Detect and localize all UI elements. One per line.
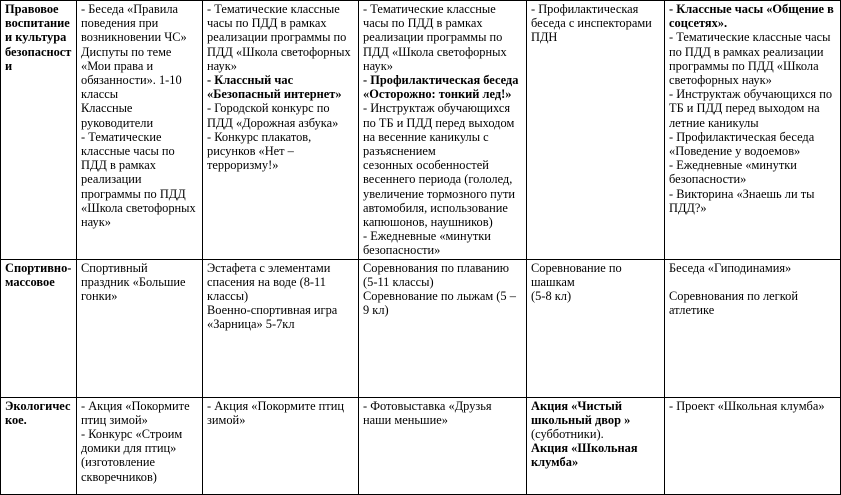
cell-line: - Городской конкурс по ПДД «Дорожная азбука» xyxy=(207,101,339,130)
cell-line: Диспуты по теме «Мои права и обязанности». 1-10 классы xyxy=(81,44,182,102)
cell-line: - Конкурс «Строим домики для птиц» (изготовление скворечников) xyxy=(81,427,183,484)
cell-line: - Фотовыставка «Друзья наши меньшие» xyxy=(363,398,492,427)
cell-line: - Акция «Покормите птиц зимой» xyxy=(207,398,344,427)
cell-line: сезонных особенностей весеннего периода (гололед, увеличение тормозного пути автомобиля, использование капюшонов, наушников) xyxy=(363,158,516,230)
row-heading: Правовое воспитание и культура безопасности xyxy=(5,2,72,73)
month-cell xyxy=(359,397,527,494)
cell-line: - Ежедневные «минутки безопасности» xyxy=(669,158,797,187)
cell-line: Военно-спортивная игра «Зарница» 5-7кл xyxy=(207,303,338,332)
cell-line: Беседа «Гиподинамия» xyxy=(669,260,792,275)
row-heading: Экологическое. xyxy=(5,398,71,427)
month-cell xyxy=(665,259,841,397)
cell-line: (5-8 кл) xyxy=(531,289,572,304)
cell-line: Соревнования по плаванию (5-11 классы) xyxy=(363,260,510,289)
cell-line: - Тематические классные часы по ПДД в рамках реализации программы по ПДД «Школа светофорных наук» xyxy=(81,129,196,230)
cell-line: - Классный час «Безопасный интернет» xyxy=(207,73,342,102)
cell-line: (субботники). xyxy=(531,427,604,442)
cell-line: - Конкурс плакатов, рисунков «Нет – терроризму!» xyxy=(207,129,312,173)
cell-line: - Профилактическая беседа «Осторожно: тонкий лед!» xyxy=(363,73,519,102)
cell-line: - Викторина «Знаешь ли ты ПДД?» xyxy=(669,186,815,215)
cell-line: - Тематические классные часы по ПДД в рамках реализации программы по ПДД «Школа светофорных наук» xyxy=(669,30,831,88)
month-cell xyxy=(527,1,665,260)
month-cell xyxy=(527,259,665,397)
month-cell xyxy=(665,397,841,494)
cell-line: - Ежедневные «минутки безопасности» xyxy=(363,229,491,258)
cell-line: Акция «Школьная клумба» xyxy=(531,441,638,470)
month-cell xyxy=(77,397,203,494)
cell-line: Спортивный праздник «Большие гонки» xyxy=(81,260,186,304)
cell-line: - Классные часы «Общение в соцсетях». xyxy=(669,2,834,31)
table-row xyxy=(1,1,841,260)
row-heading-cell xyxy=(1,397,77,494)
cell-line: - Проект «Школьная клумба» xyxy=(669,398,825,413)
cell-line: Соревнование по лыжам (5 – 9 кл) xyxy=(363,289,516,318)
month-cell xyxy=(527,397,665,494)
cell-line: Эстафета с элементами спасения на воде (8-11 классы) xyxy=(207,260,331,304)
cell-line: - Тематические классные часы по ПДД в рамках реализации программы по ПДД «Школа светофорных наук» xyxy=(207,2,351,73)
month-cell xyxy=(77,259,203,397)
cell-line: Соревнование по шашкам xyxy=(531,260,622,289)
cell-line: - Профилактическая беседа с инспекторами ПДН xyxy=(531,2,652,45)
month-cell xyxy=(203,259,359,397)
month-cell xyxy=(203,1,359,260)
month-cell xyxy=(665,1,841,260)
cell-line: Акция «Чистый школьный двор » xyxy=(531,398,631,427)
month-cell xyxy=(203,397,359,494)
month-cell xyxy=(77,1,203,260)
cell-line: - Тематические классные часы по ПДД в рамках реализации программы по ПДД «Школа светофорных наук» xyxy=(363,2,507,73)
row-heading-cell xyxy=(1,259,77,397)
cell-line: - Инструктаж обучающихся по ТБ и ПДД перед выходом на летние каникулы xyxy=(669,87,833,130)
cell-line: Классные руководители xyxy=(81,101,154,130)
cell-line: - Профилактическая беседа «Поведение у водоемов» xyxy=(669,129,815,159)
cell-line: - Инструктаж обучающихся по ТБ и ПДД перед выходом на весенние каникулы с разъяснением xyxy=(363,101,515,159)
row-heading-cell xyxy=(1,1,77,260)
cell-line: - Беседа «Правила поведения при возникновении ЧС» xyxy=(81,2,187,45)
month-cell xyxy=(359,259,527,397)
month-cell xyxy=(359,1,527,260)
table-row xyxy=(1,397,841,494)
cell-line: Соревнования по легкой атлетике xyxy=(669,288,798,318)
cell-line: - Акция «Покормите птиц зимой» xyxy=(81,398,190,427)
row-heading: Спортивно-массовое xyxy=(5,260,72,289)
table-row xyxy=(1,259,841,397)
cell-line xyxy=(669,275,836,289)
